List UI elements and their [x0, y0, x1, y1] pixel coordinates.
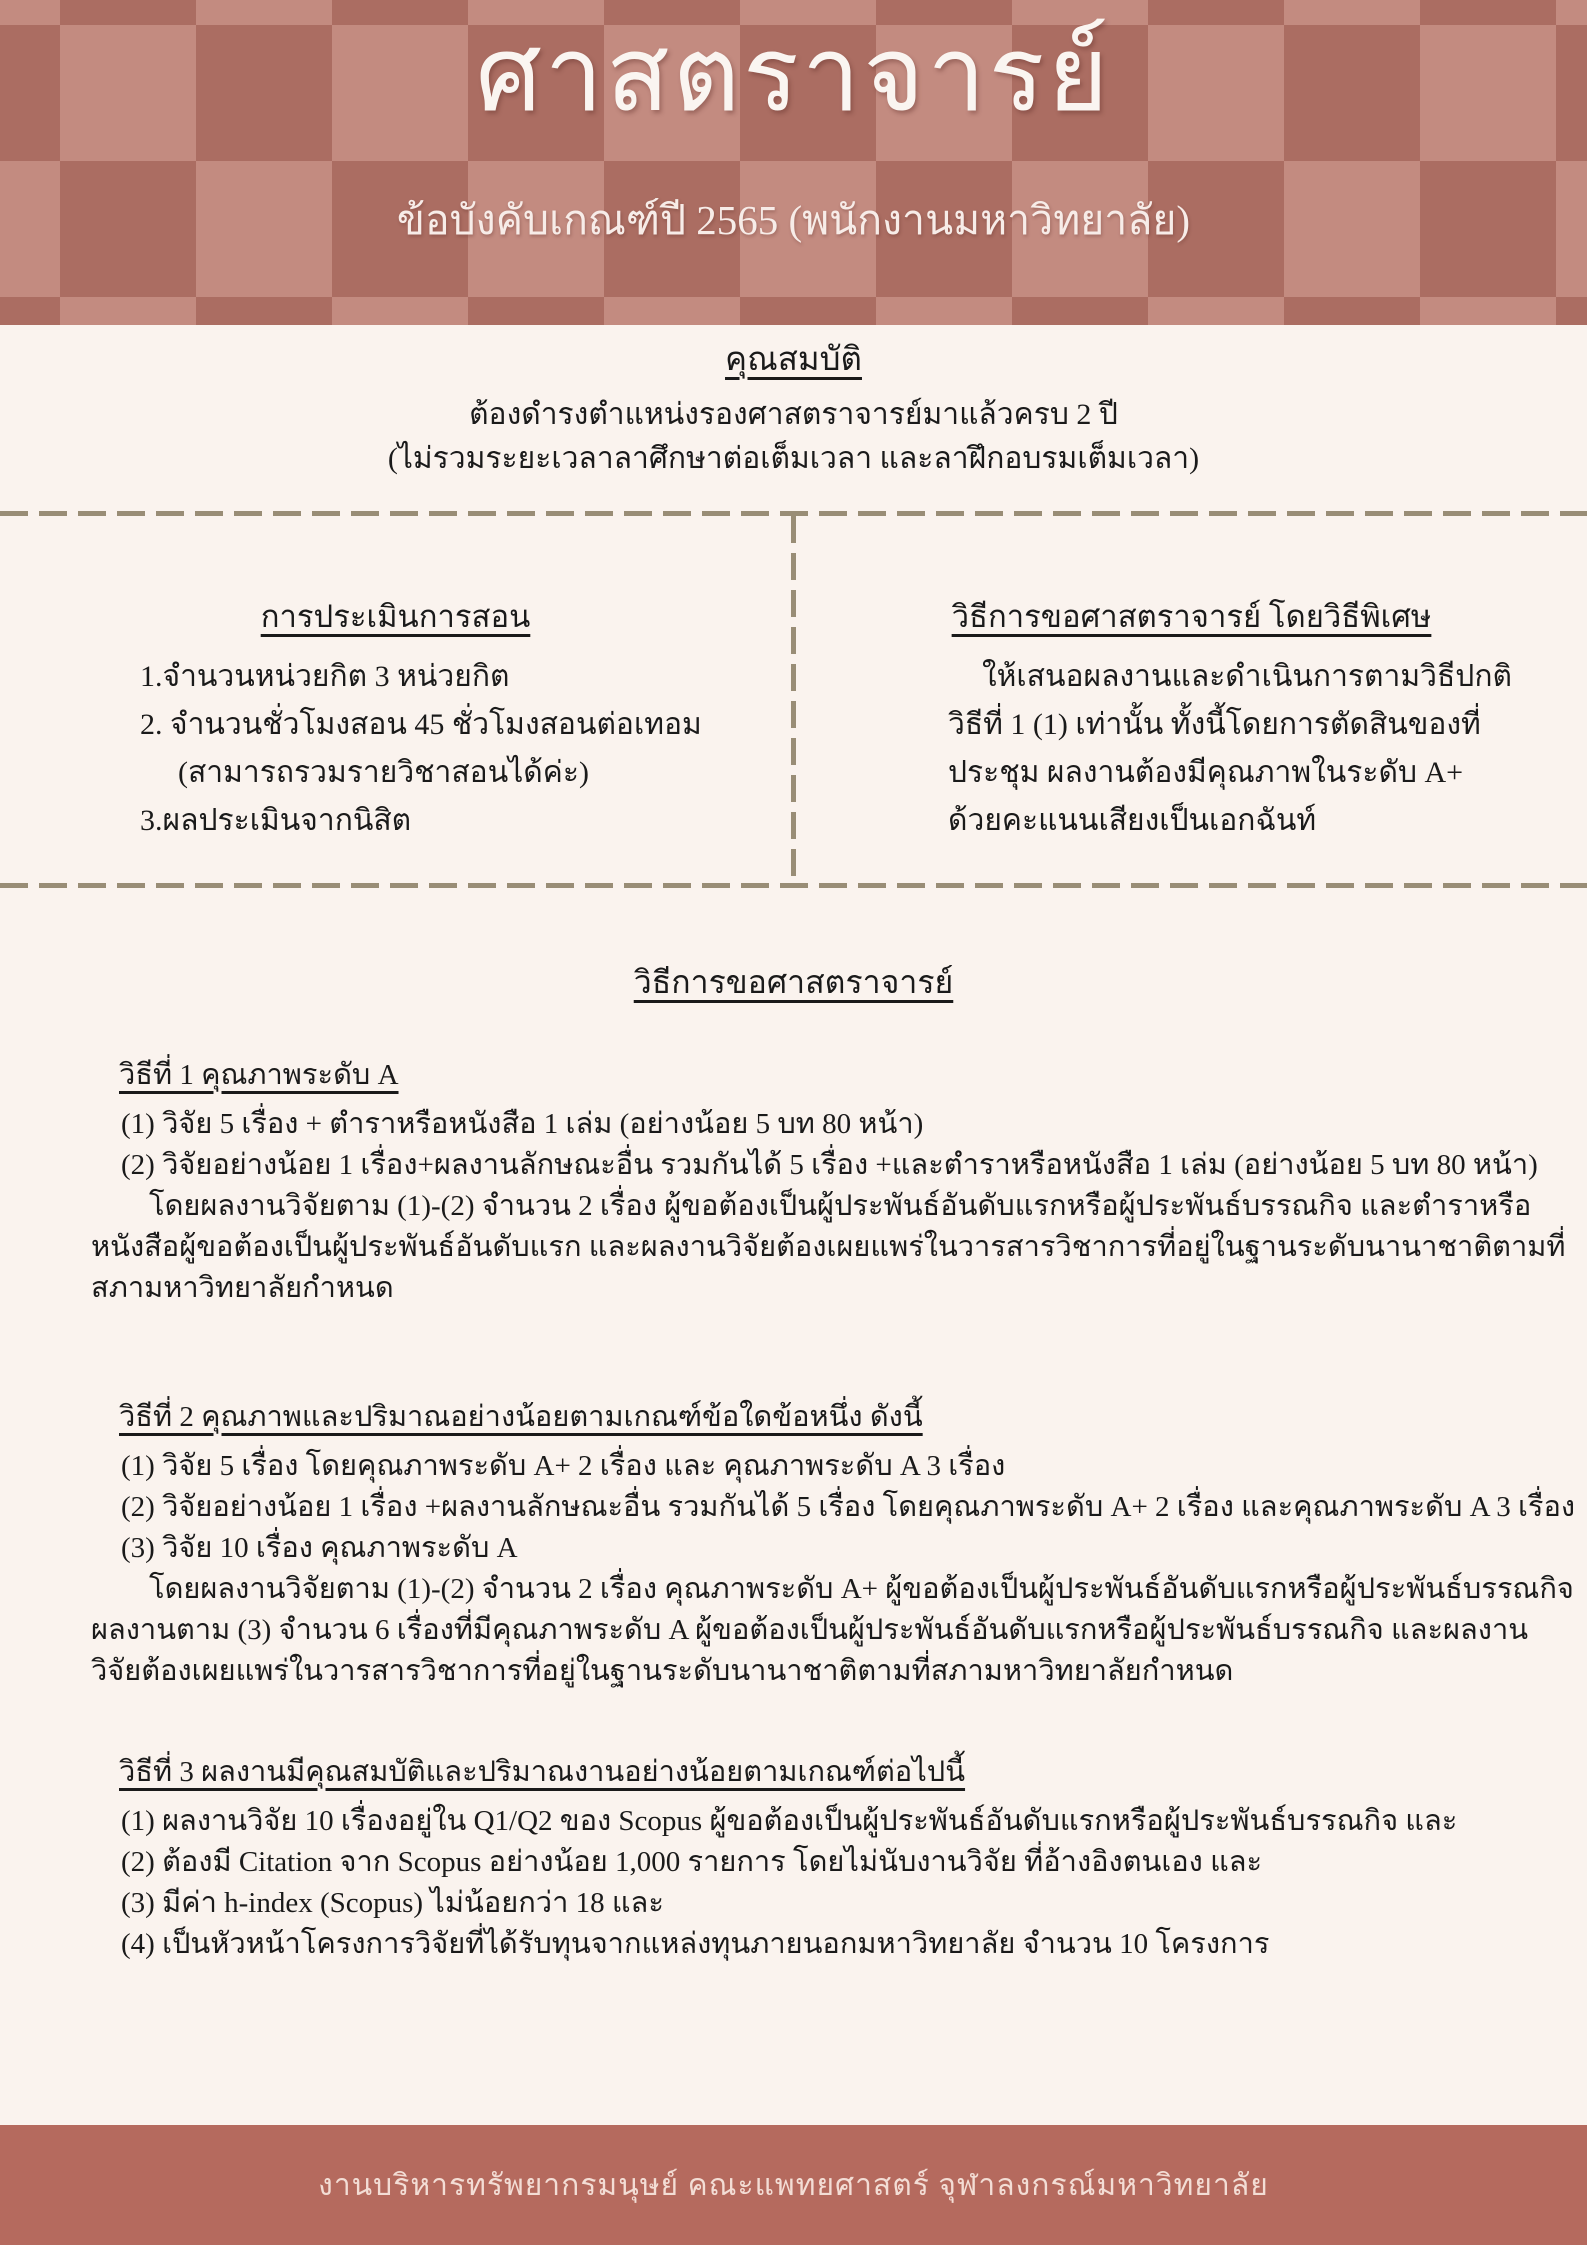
method-1-item: (1) วิจัย 5 เรื่อง + ตำราหรือหนังสือ 1 เล่ม (อย่างน้อย 5 บท 80 หน้า) [121, 1108, 924, 1140]
qualifications-section [0, 337, 1587, 481]
method-3-item: (2) ต้องมี Citation จาก Scopus อย่างน้อย 1,000 รายการ โดยไม่นับงานวิจัย ที่อ้างอิงตนเอง และ [121, 1846, 1263, 1878]
page-title: ศาสตราจารย์ [475, 18, 1112, 133]
paragraph-line: ด้วยคะแนนเสียงเป็นเอกฉันท์ [948, 804, 1317, 837]
paragraph-line: วิธีที่ 1 (1) เท่านั้น ทั้งนี้โดยการตัดสินของที่ [948, 708, 1481, 741]
methods-section [0, 888, 1587, 1965]
method-2-note-line: โดยผลงานวิจัยตาม (1)-(2) จำนวน 2 เรื่อง คุณภาพระดับ A+ ผู้ขอต้องเป็นผู้ประพันธ์อันดับแรกหรือผู้ประพันธ์บรรณกิจ [149, 1573, 1574, 1605]
method-3-item: (4) เป็นหัวหน้าโครงการวิจัยที่ได้รับทุนจากแหล่งทุนภายนอกมหาวิทยาลัย จำนวน 10 โครงการ [121, 1928, 1270, 1960]
footer-text: งานบริหารทรัพยากรมนุษย์ คณะแพทยศาสตร์ จุฬาลงกรณ์มหาวิทยาลัย [318, 2168, 1269, 2202]
method-2-heading: วิธีที่ 2 คุณภาพและปริมาณอย่างน้อยตามเกณฑ์ข้อใดข้อหนึ่ง ดังนี้ [119, 1401, 923, 1433]
list-item: 3.ผลประเมินจากนิสิต [140, 804, 412, 837]
footer-bar [0, 2125, 1587, 2245]
method-1-heading: วิธีที่ 1 คุณภาพระดับ A [119, 1059, 399, 1091]
page-subtitle: ข้อบังคับเกณฑ์ปี 2565 (พนักงานมหาวิทยาลัย) [396, 197, 1191, 243]
qualification-line: ต้องดำรงตำแหน่งรองศาสตราจารย์มาแล้วครบ 2 ปี [469, 398, 1118, 431]
method-2-item: (3) วิจัย 10 เรื่อง คุณภาพระดับ A [121, 1532, 518, 1564]
method-1-note-line: สภามหาวิทยาลัยกำหนด [91, 1272, 394, 1304]
method-2-note-line: ผลงานตาม (3) จำนวน 6 เรื่องที่มีคุณภาพระดับ A ผู้ขอต้องเป็นผู้ประพันธ์อันดับแรกหรือผู้ประพันธ์บรรณกิจ และผลงาน [91, 1614, 1529, 1646]
method-2-item: (2) วิจัยอย่างน้อย 1 เรื่อง +ผลงานลักษณะอื่น รวมกันได้ 5 เรื่อง โดยคุณภาพระดับ A+ 2 เรื่อง และคุณภาพระดับ A 3 เรื่อง [121, 1491, 1576, 1523]
method-3-block [91, 1752, 1547, 1965]
qualifications-body [0, 393, 1587, 481]
special-method-paragraph [948, 653, 1587, 845]
method-2-block [91, 1397, 1576, 1692]
special-method-box [796, 511, 1587, 888]
method-2-item: (1) วิจัย 5 เรื่อง โดยคุณภาพระดับ A+ 2 เรื่อง และ คุณภาพระดับ A 3 เรื่อง [121, 1450, 1006, 1482]
checkerboard-banner [0, 0, 1587, 325]
method-1-item: (2) วิจัยอย่างน้อย 1 เรื่อง+ผลงานลักษณะอื่น รวมกันได้ 5 เรื่อง +และตำราหรือหนังสือ 1 เล่ม (อย่างน้อย 5 บท 80 หน้า) [121, 1149, 1538, 1181]
teaching-evaluation-list [140, 653, 791, 845]
method-1-block [91, 1055, 1566, 1309]
list-item: 2. จำนวนชั่วโมงสอน 45 ชั่วโมงสอนต่อเทอม [140, 708, 702, 741]
method-3-heading: วิธีที่ 3 ผลงานมีคุณสมบัติและปริมาณงานอย่างน้อยตามเกณฑ์ต่อไปนี้ [119, 1756, 966, 1788]
dashed-boxes-section [0, 511, 1587, 888]
method-1-note-line: หนังสือผู้ขอต้องเป็นผู้ประพันธ์อันดับแรก และผลงานวิจัยต้องเผยแพร่ในวารสารวิชาการที่อยู่ในฐานระดับนานาชาติตามที่ [91, 1231, 1566, 1263]
method-3-item: (3) มีค่า h-index (Scopus) ไม่น้อยกว่า 18 และ [121, 1887, 664, 1919]
method-3-item: (1) ผลงานวิจัย 10 เรื่องอยู่ใน Q1/Q2 ของ Scopus ผู้ขอต้องเป็นผู้ประพันธ์อันดับแรกหรือผู้ประพันธ์บรรณกิจ และ [121, 1805, 1458, 1837]
list-item: 1.จำนวนหน่วยกิต 3 หน่วยกิต [140, 660, 510, 693]
paragraph-line: ให้เสนอผลงานและดำเนินการตามวิธีปกติ [982, 660, 1512, 693]
paragraph-line: ประชุม ผลงานต้องมีคุณภาพในระดับ A+ [948, 756, 1464, 789]
teaching-evaluation-heading: การประเมินการสอน [260, 599, 531, 634]
list-item-note: (สามารถรวมรายวิชาสอนได้ค่ะ) [178, 756, 589, 789]
qualification-note: (ไม่รวมระยะเวลาลาศึกษาต่อเต็มเวลา และลาฝึกอบรมเต็มเวลา) [387, 442, 1200, 475]
method-1-note-line: โดยผลงานวิจัยตาม (1)-(2) จำนวน 2 เรื่อง ผู้ขอต้องเป็นผู้ประพันธ์อันดับแรกหรือผู้ประพันธ์บรรณกิจ และตำราหรือ [149, 1190, 1532, 1222]
special-method-heading: วิธีการขอศาสตราจารย์ โดยวิธีพิเศษ [951, 599, 1432, 634]
method-2-note-line: วิจัยต้องเผยแพร่ในวารสารวิชาการที่อยู่ในฐานระดับนานาชาติตามที่สภามหาวิทยาลัยกำหนด [91, 1655, 1234, 1687]
methods-heading: วิธีการขอศาสตราจารย์ [633, 964, 954, 1000]
teaching-evaluation-box [0, 511, 791, 888]
qualifications-heading: คุณสมบัติ [725, 342, 862, 378]
